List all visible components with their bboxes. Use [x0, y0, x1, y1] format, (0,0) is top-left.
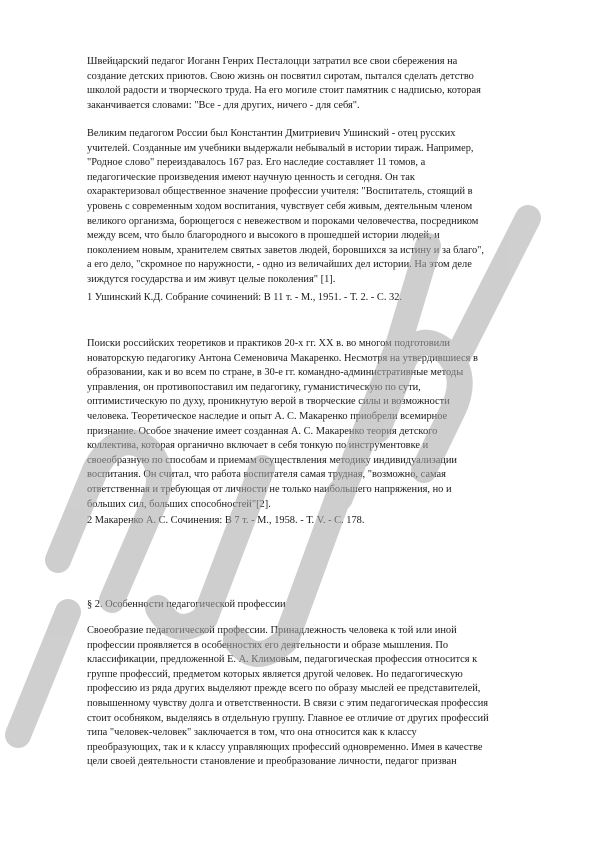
text-line: "Родное слово" переиздавалось 167 раз. Его наследие составляет 11 томов, а: [87, 157, 426, 169]
text-line: стоит особняком, выделяясь в отдельную группу. Главное ее отличие от других профессий: [87, 712, 489, 724]
text-line: а его дело, "скромное по наружности, - одно из величайших дел истории. На этом деле: [87, 259, 472, 271]
text-line: классификации, предложенной Е. А. Климовым, педагогическая профессия относится к: [87, 654, 478, 666]
section-heading: § 2. Особенности педагогической профессии: [87, 599, 286, 610]
watermark-stroke: [18, 612, 68, 735]
text-line: Великим педагогом России был Константин Дмитриевич Ушинский - отец русских: [87, 128, 456, 139]
text-line: профессии проявляется в особенностях его деятельности и образе мышления. По: [87, 639, 449, 651]
text-line: больших сил, больших способностей"[2].: [87, 498, 271, 510]
text-line: человека. Теоретическое наследие и опыт А. С. Макаренко приобрели всемирное: [87, 410, 448, 422]
text-line: поколением новым, хранителем святых заветов людей, боровшихся за истину и за благо",: [87, 244, 485, 256]
text-line: управления, он противопоставил им педагогику, гуманистическую по сути,: [87, 381, 421, 393]
text-line: школой радости и творческого труда. На его могиле стоит памятник с надписью, которая: [87, 85, 481, 97]
text-line: заканчивается словами: "Все - для других, ничего - для себя".: [87, 99, 360, 111]
text-line: уровень с современным ходом воспитания, чувствует себя живым, деятельным членом: [87, 200, 473, 212]
text-line: охарактеризовал общественное значение профессии учителя: "Воспитатель, стоящий в: [87, 186, 473, 198]
text-line: Поиски российских теоретиков и практиков 20-х гг. XX в. во многом подготовили: [87, 338, 450, 349]
text-line: цели своей деятельности становление и преобразование личности, педагог призван: [87, 756, 457, 768]
text-line: признание. Особое значение имеет созданная А. С. Макаренко теория детского: [87, 425, 438, 437]
text-line: профессию из ряда других выделяют прежде всего по образу мыслей ее представителей,: [87, 683, 481, 695]
text-line: преобразующих, так и к классу управляющих профессий одновременно. Имея в качестве: [87, 741, 483, 753]
text-line: создание детских приютов. Свою жизнь он посвятил сиротам, пытался сделать детство: [87, 70, 474, 82]
text-line: между всем, что было благородного и высокого в прошедшей истории людей, и: [87, 230, 440, 242]
text-line: великого организма, борющегося с невежеством и пороками человечества, посредником: [87, 215, 479, 227]
text-line: педагогические произведения имеют научную ценность и сегодня. Он так: [87, 171, 415, 183]
text-line: типа "человек-человек" заключается в том, что она относится как к классу: [87, 727, 417, 739]
text-line: зиждутся государства и им живут целые поколения" [1].: [87, 273, 336, 285]
text-line: ответственная и требующая от личности не только наибольшего напряжения, но и: [87, 483, 452, 495]
text-line: новаторскую педагогику Антона Семеновича Макаренко. Несмотря на утвердившиеся в: [87, 352, 478, 364]
footnote-2: 2 Макаренко А. С. Сочинения: В 7 т. - М., 1958. - Т. V. - С. 178.: [87, 515, 365, 526]
paragraph-makarenko: [87, 337, 527, 512]
text-line: коллектива, которая органично включает в себя тонкую по инструментовке и: [87, 440, 429, 452]
text-line: Своеобразие педагогической профессии. Принадлежность человека к той или иной: [87, 625, 457, 636]
text-line: своеобразную по способам и приемам осуществления методику индивидуализации: [87, 454, 457, 466]
text-line: образовании, как и во всем по стране, в 30-е гг. командно-административные методы: [87, 367, 464, 379]
text-line: воспитания. Он считал, что работа воспитателя самая трудная, "возможно, самая: [87, 469, 446, 481]
text-line: оптимистическую по духу, проникнутую верой в творческие силы и возможности: [87, 396, 450, 408]
paragraph-pestalozzi: [87, 55, 527, 113]
footnote-1: 1 Ушинский К.Д. Собрание сочинений: В 11 т. - М., 1951. - Т. 2. - С. 32.: [87, 292, 403, 303]
text-line: Швейцарский педагог Иоганн Генрих Песталоцци затратил все свои сбережения на: [87, 56, 458, 67]
text-line: повышенному чувству долга и ответственности. В связи с этим педагогическая профессия: [87, 697, 489, 709]
text-line: учителей. Созданные им учебники выдержали небывалый в истории тираж. Например,: [87, 142, 474, 154]
paragraph-profession: [87, 624, 527, 770]
text-line: группе профессий, предметом которых является другой человек. Но педагогическую: [87, 668, 463, 680]
paragraph-ushinsky: [87, 127, 527, 288]
